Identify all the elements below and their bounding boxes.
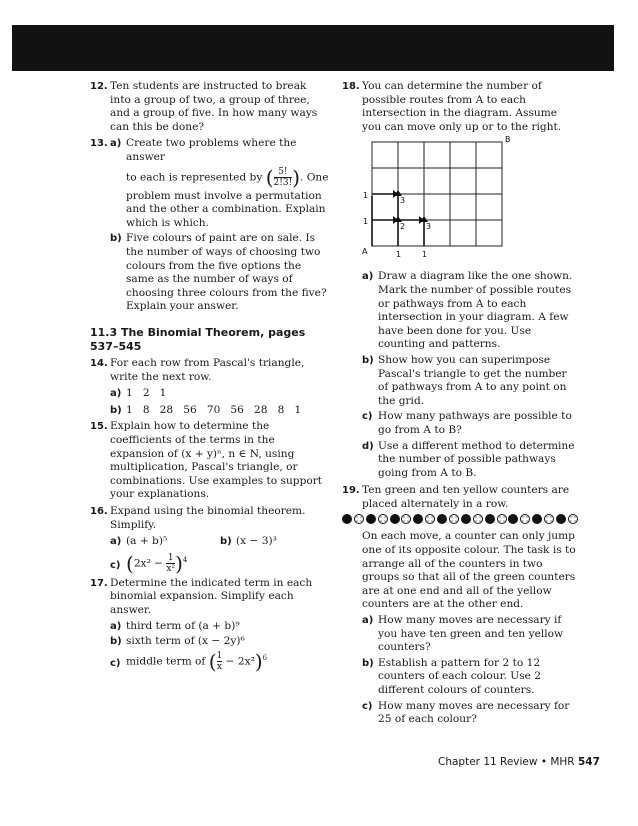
problem-text: On each move, a counter can only jump one of its opposite colour. The task is to arrange all of the counters in two groups so that all of the green counters are at one end and all of the yellow counters are at the other end. [362, 530, 576, 611]
left-column [90, 80, 330, 675]
yellow-counter [401, 514, 411, 524]
green-counter [461, 514, 471, 524]
grid-svg [362, 136, 562, 266]
problem-text: Ten students are instructed to break into a group of two, a group of three, and a group of five. In how many ways can this be done? [110, 80, 318, 133]
part-a [110, 535, 220, 549]
yellow-counter [425, 514, 435, 524]
part-b [362, 657, 578, 698]
part-b [110, 404, 330, 418]
part-label: a) [110, 388, 122, 400]
count-label: 1 [396, 250, 402, 260]
header-bar [12, 25, 614, 71]
green-counter [390, 514, 400, 524]
part-label: b) [110, 404, 122, 416]
part-text: (x − 3)³ [236, 535, 277, 548]
yellow-counter [378, 514, 388, 524]
part-text: How many pathways are possible to go from A to B? [378, 410, 572, 436]
count-label: 1 [363, 217, 369, 227]
part-c [362, 410, 578, 437]
part-text: How many moves are necessary if you have ten green and ten yellow counters? [378, 614, 564, 654]
part-c [110, 651, 330, 672]
green-counter [532, 514, 542, 524]
fraction [274, 167, 293, 188]
part-c [110, 553, 330, 574]
fraction [166, 553, 175, 574]
problem-18 [342, 80, 578, 480]
problem-number: 12. [90, 81, 108, 92]
part-label: d) [362, 440, 374, 452]
parts-row [110, 535, 330, 549]
part-label: b) [220, 536, 232, 548]
exponent: 6 [262, 653, 268, 662]
expression: 2x² − [133, 557, 164, 570]
problem-number: 14. [90, 358, 108, 370]
footer-text: Chapter 11 Review • MHR [438, 756, 575, 768]
problem-text: Explain how to determine the coefficients of the terms in the expansion of (x + y)ⁿ, n ∈ N, using multiplication, Pascal's triangle, or combinations. Use examples to support your explanations. [110, 420, 323, 501]
yellow-counter [449, 514, 459, 524]
part-label: c) [110, 657, 121, 669]
part-label: b) [362, 657, 374, 669]
text: . One [300, 171, 329, 184]
part-label: a) [362, 615, 374, 627]
count-label: 2 [400, 222, 406, 232]
part-text: 1 8 28 56 70 56 28 8 1 [126, 403, 302, 416]
yellow-counter [544, 514, 554, 524]
problem-number: 18. [342, 81, 360, 92]
part-text: Five colours of paint are on sale. Is the number of ways of choosing two colours from the five options the same as the number of ways of choosing three colours from the five? Explain your answer. [126, 232, 327, 313]
green-counter [556, 514, 566, 524]
part-label: c) [362, 411, 373, 423]
part-text: third term of (a + b)⁹ [126, 619, 240, 632]
count-label: 3 [400, 196, 406, 206]
route-grid-diagram [362, 136, 562, 266]
part-label: c) [110, 559, 121, 571]
exponent: 4 [182, 555, 188, 564]
numerator: 1 [216, 650, 223, 661]
grid-numbers [362, 136, 511, 259]
text: to each is represented by [126, 171, 263, 184]
yellow-counter [473, 514, 483, 524]
problem-text: Ten green and ten yellow counters are placed alternately in a row. [362, 484, 570, 510]
part-text: problem must involve a permutation and the other a combination. Explain which is which. [126, 189, 326, 229]
problem-17 [90, 577, 330, 672]
expression: − 2x² [225, 655, 255, 668]
green-counter [366, 514, 376, 524]
problem-text: Determine the indicated term in each binomial expansion. Simplify each answer. [110, 576, 313, 616]
problem-number: 13. [90, 138, 108, 150]
yellow-counter [568, 514, 578, 524]
part-a [362, 614, 578, 655]
part-text: Draw a diagram like the one shown. Mark the number of possible routes or pathways from A to each intersection in your diagram. A few have been done for you. Use counting and patterns. [378, 270, 573, 351]
green-counter [342, 514, 352, 524]
point-a-label: A [362, 247, 368, 257]
page-footer [438, 756, 600, 768]
numerator: 5! [278, 166, 288, 177]
part-text: How many moves are necessary for 25 of each colour? [378, 699, 570, 726]
page-number: 547 [577, 756, 600, 768]
yellow-counter [497, 514, 507, 524]
problem-number: 17. [90, 577, 108, 589]
problem-16 [90, 505, 330, 574]
problem-19-body [342, 530, 578, 726]
part-label: b) [110, 233, 122, 245]
green-counter [508, 514, 518, 524]
problem-14 [90, 357, 330, 417]
yellow-counter [354, 514, 364, 524]
problem-19 [342, 484, 578, 511]
paren: ) [254, 649, 263, 674]
problem-13 [90, 137, 330, 314]
fraction [217, 651, 223, 672]
part-text: 1 2 1 [126, 387, 167, 400]
part-label: b) [362, 354, 374, 366]
green-counter [485, 514, 495, 524]
part-text: Use a different method to determine the number of possible pathways going from A to B. [378, 439, 575, 479]
part-text: middle term of [126, 655, 206, 668]
part-a [110, 387, 330, 401]
paren: ) [175, 551, 183, 576]
counter-row [342, 514, 578, 524]
part-b [110, 232, 330, 314]
part-label: a) [110, 620, 122, 632]
problem-text: You can determine the number of possible routes from A to each intersection in the diagram. Assume you can move only up or to the right. [362, 80, 562, 133]
count-label: 3 [426, 222, 432, 232]
part-b [362, 354, 578, 408]
count-label: 1 [363, 191, 369, 201]
part-text: (a + b)⁵ [126, 535, 168, 548]
part-c [362, 700, 578, 727]
denominator: 2!3! [273, 177, 293, 188]
paren: ( [126, 551, 134, 576]
denominator: x² [166, 563, 176, 574]
point-b-label: B [505, 136, 511, 145]
part-label: a) [110, 536, 122, 548]
part-text: Show how you can superimpose Pascal's triangle to get the number of pathways from A to any point on the grid. [378, 353, 567, 407]
part-label: a) [110, 138, 122, 150]
green-counter [413, 514, 423, 524]
paren: ) [292, 165, 301, 190]
problem-number: 15. [90, 421, 108, 433]
count-label: 1 [422, 250, 428, 260]
problem-text: Expand using the binomial theorem. Simplify. [110, 505, 306, 531]
part-d [362, 440, 578, 481]
yellow-counter [520, 514, 530, 524]
part-text: Create two problems where the answer [126, 137, 297, 163]
part-label: b) [110, 636, 122, 648]
part-text: sixth term of (x − 2y)⁶ [126, 635, 245, 648]
part-b [220, 535, 330, 549]
denominator: x [216, 661, 222, 672]
part-text: Establish a pattern for 2 to 12 counters of each colour. Use 2 different colours of counters. [378, 656, 542, 696]
section-heading: 11.3 The Binomial Theorem, pages 537–545 [90, 325, 306, 353]
part-a [110, 137, 330, 230]
numerator: 1 [167, 552, 174, 563]
problem-number: 19. [342, 485, 360, 497]
fraction-line [126, 167, 330, 188]
part-a [110, 620, 330, 634]
part-label: a) [362, 271, 374, 283]
part-label: c) [362, 700, 373, 712]
part-a [362, 270, 578, 352]
part-b [110, 635, 330, 649]
problem-number: 16. [90, 506, 108, 518]
paren: ( [208, 649, 217, 674]
green-counter [437, 514, 447, 524]
right-column [342, 80, 578, 730]
problem-text: For each row from Pascal's triangle, write the next row. [110, 357, 305, 383]
paren: ( [265, 165, 274, 190]
problem-12 [90, 80, 330, 134]
problem-15 [90, 420, 330, 502]
